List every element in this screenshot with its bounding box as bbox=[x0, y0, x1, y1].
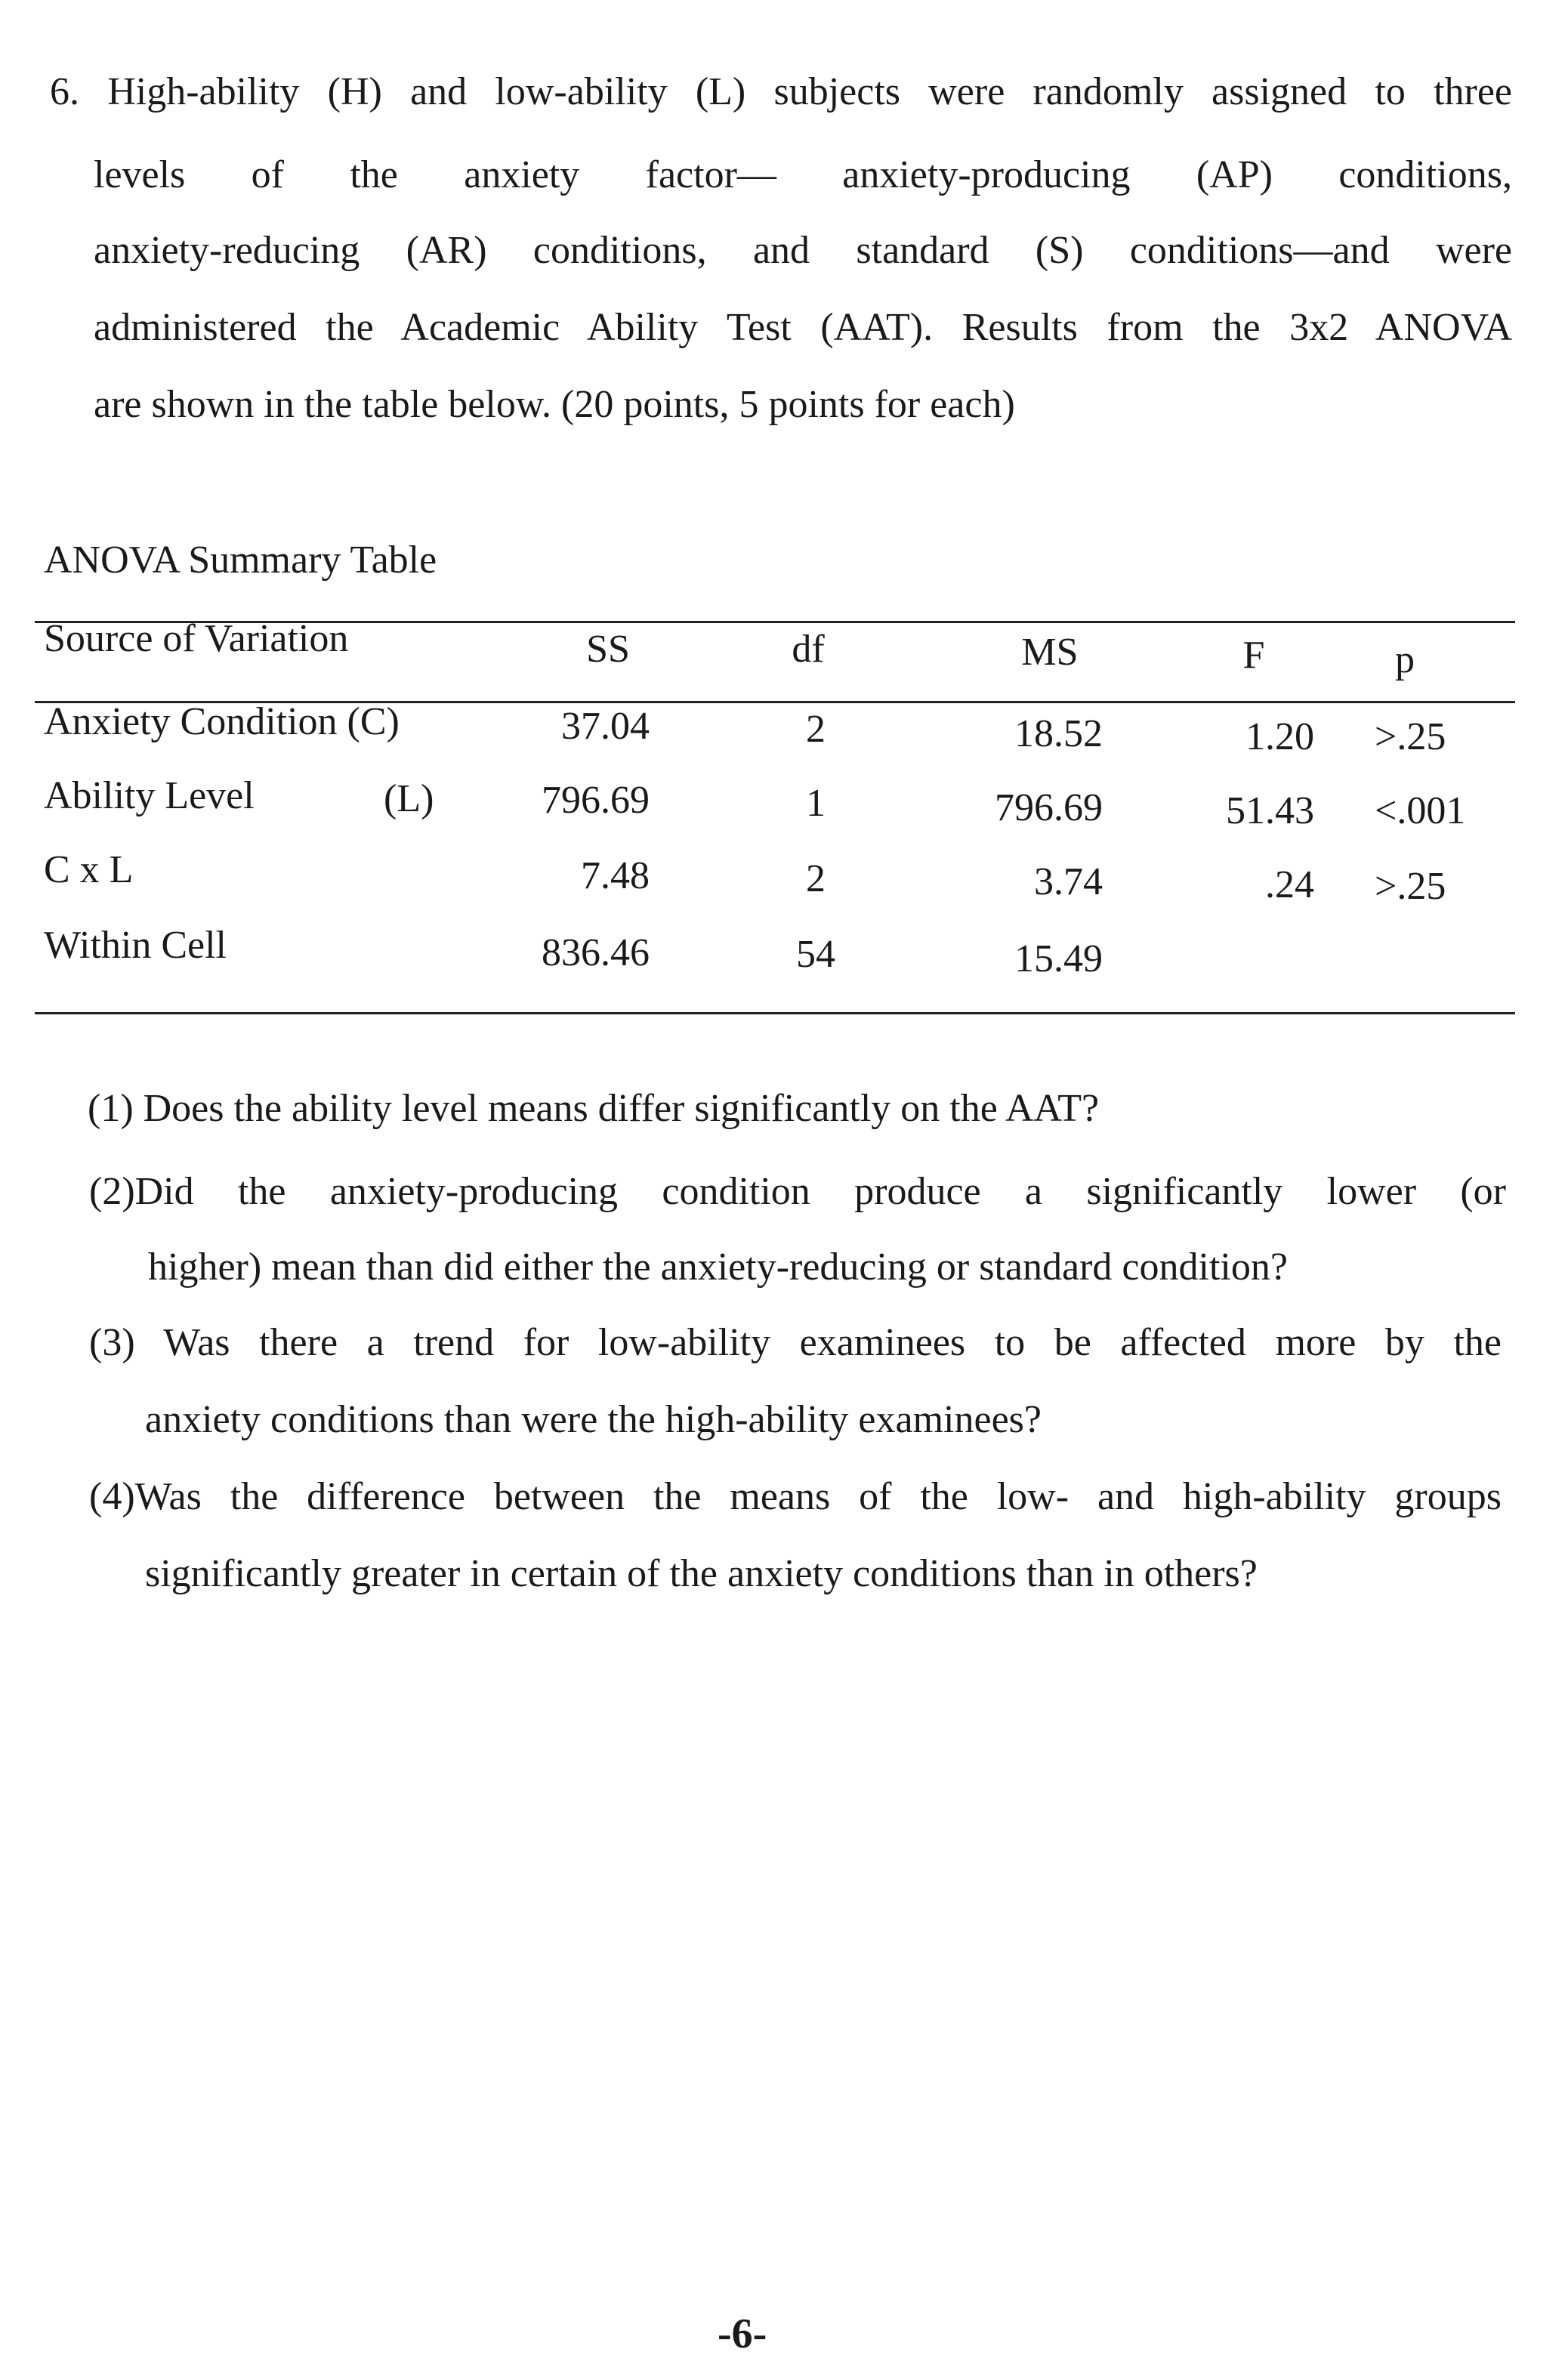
header-p: p bbox=[1395, 638, 1415, 681]
row-2-source: Ability Level bbox=[44, 774, 255, 817]
row-2-f: 51.43 bbox=[1226, 789, 1314, 832]
question-line-1 bbox=[50, 69, 1512, 115]
sub-question-2-line-1 bbox=[89, 1169, 1506, 1215]
row-3-f: .24 bbox=[1265, 863, 1314, 906]
page-number: -6- bbox=[718, 2311, 767, 2357]
row-3-source: C x L bbox=[44, 848, 134, 891]
sub-question-4-line-1-text: (4)Was the difference between the means of the low- and high-ability groups bbox=[89, 1475, 1502, 1518]
question-line-5 bbox=[94, 382, 1015, 428]
row-4-source: Within Cell bbox=[44, 924, 227, 967]
row-2-df: 1 bbox=[806, 782, 826, 825]
header-source: Source of Variation bbox=[44, 617, 349, 660]
sub-question-4-line-1 bbox=[89, 1474, 1502, 1520]
row-2-p: <.001 bbox=[1375, 789, 1466, 832]
row-1-df: 2 bbox=[806, 708, 826, 751]
row-1-ss: 37.04 bbox=[561, 705, 650, 748]
row-2-ms: 796.69 bbox=[995, 786, 1103, 829]
table-title: ANOVA Summary Table bbox=[44, 539, 437, 582]
row-3-ms: 3.74 bbox=[1034, 860, 1103, 903]
question-line-4 bbox=[94, 305, 1512, 350]
row-3-df: 2 bbox=[806, 857, 826, 900]
row-3-ss: 7.48 bbox=[581, 854, 650, 897]
row-4-df: 54 bbox=[796, 933, 835, 976]
sub-question-2-line-2: higher) mean than did either the anxiety-reducing or standard condition? bbox=[148, 1246, 1288, 1289]
row-4-ss: 836.46 bbox=[542, 931, 650, 974]
sub-question-4-line-2: significantly greater in certain of the anxiety conditions than in others? bbox=[145, 1552, 1258, 1595]
question-line-4-text: administered the Academic Ability Test (AAT). Results from the 3x2 ANOVA bbox=[94, 306, 1512, 349]
row-2-ss: 796.69 bbox=[542, 779, 650, 822]
row-1-source: Anxiety Condition (C) bbox=[44, 700, 400, 743]
question-line-5-text: are shown in the table below. (20 points, 5 points for each) bbox=[94, 383, 1015, 426]
header-ss: SS bbox=[586, 628, 630, 671]
row-1-ms: 18.52 bbox=[1014, 712, 1103, 755]
sub-question-2-line-1-text: (2)Did the anxiety-producing condition produce a significantly lower (or bbox=[89, 1170, 1506, 1213]
row-2-source-suffix: (L) bbox=[384, 777, 434, 820]
table-bottom-rule bbox=[35, 1012, 1515, 1014]
header-f: F bbox=[1242, 634, 1265, 677]
question-line-1-text: 6. High-ability (H) and low-ability (L) subjects were randomly assigned to three bbox=[50, 70, 1512, 113]
question-line-2 bbox=[94, 153, 1512, 198]
header-ms: MS bbox=[1021, 631, 1079, 674]
row-1-p: >.25 bbox=[1375, 715, 1446, 758]
question-line-3 bbox=[94, 228, 1512, 273]
sub-question-3-line-1-text: (3) Was there a trend for low-ability examinees to be affected more by the bbox=[89, 1321, 1502, 1364]
sub-question-3-line-1 bbox=[89, 1320, 1502, 1366]
sub-question-1-line-1: (1) Does the ability level means differ significantly on the AAT? bbox=[88, 1087, 1100, 1130]
question-line-2-text: levels of the anxiety factor— anxiety-producing (AP) conditions, bbox=[94, 153, 1512, 196]
row-1-f: 1.20 bbox=[1245, 715, 1314, 758]
header-df: df bbox=[792, 628, 825, 671]
row-3-p: >.25 bbox=[1375, 865, 1446, 908]
row-4-ms: 15.49 bbox=[1014, 937, 1103, 980]
question-line-3-text: anxiety-reducing (AR) conditions, and standard (S) conditions—and were bbox=[94, 229, 1512, 272]
sub-question-3-line-2: anxiety conditions than were the high-ability examinees? bbox=[145, 1398, 1042, 1441]
